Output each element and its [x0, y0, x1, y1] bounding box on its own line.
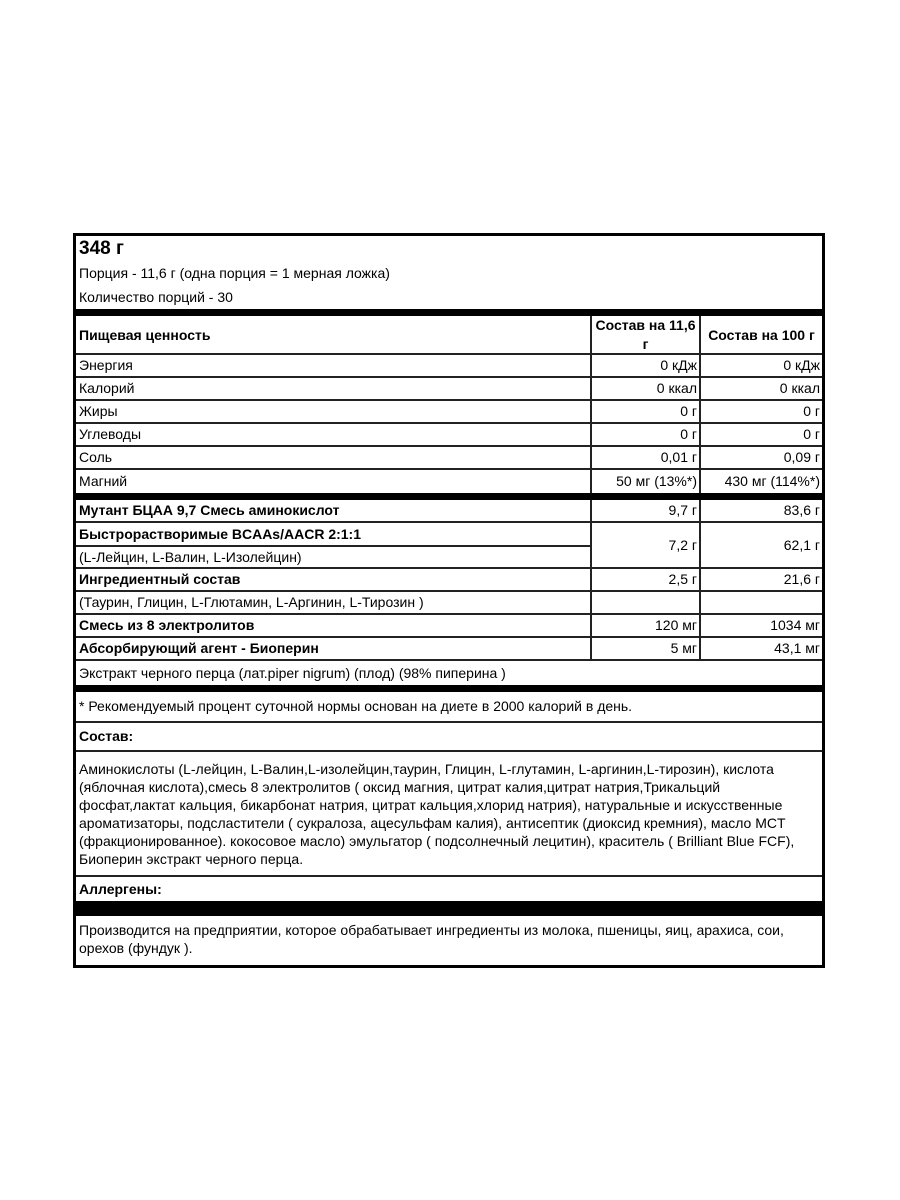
blend-per100: 83,6 г: [699, 500, 822, 521]
table-row-electrolytes: [76, 615, 822, 638]
empty-cell: [590, 592, 699, 613]
divider-thick: [76, 901, 822, 916]
table-row-bcaa: [76, 523, 822, 569]
bioperine-serving: 5 мг: [590, 638, 699, 659]
table-row: [76, 378, 822, 401]
blend-name: Мутант БЦАА 9,7 Смесь аминокислот: [79, 502, 340, 518]
composition-title: Состав:: [76, 723, 822, 752]
table-row: [76, 355, 822, 378]
servings-count: Количество порций - 30: [79, 289, 233, 305]
nutrient-name: Магний: [79, 473, 128, 489]
ingredient-name: Ингредиентный состав: [79, 571, 241, 587]
table-row-ingredient: [76, 569, 822, 592]
ingredient-per100: 21,6 г: [699, 569, 822, 590]
table-row-bioperine: [76, 638, 822, 661]
nutrient-per100: 0 г: [699, 401, 822, 422]
footnote: * Рекомендуемый процент суточной нормы основан на диете в 2000 калорий в день.: [76, 692, 822, 723]
nutrient-name: Энергия: [79, 357, 133, 373]
nutrient-per100: 0 ккал: [699, 378, 822, 399]
electrolytes-serving: 120 мг: [590, 615, 699, 636]
nutrient-per100: 0,09 г: [699, 447, 822, 468]
bioperine-name: Абсорбирующий агент - Биоперин: [79, 640, 319, 656]
divider-thick: [76, 493, 822, 500]
blend-serving: 9,7 г: [590, 500, 699, 521]
nutrition-header-row: [76, 316, 822, 355]
nutrient-serving: 0 г: [590, 424, 699, 445]
nutrition-label: [73, 233, 825, 968]
electrolytes-name: Смесь из 8 электролитов: [79, 617, 255, 633]
nutrient-serving: 50 мг (13%*): [590, 470, 699, 493]
electrolytes-per100: 1034 мг: [699, 615, 822, 636]
table-row-amino-blend: [76, 500, 822, 523]
table-row-ingredient-detail: [76, 592, 822, 615]
bcaa-serving: 7,2 г: [590, 523, 699, 568]
table-row: [76, 447, 822, 470]
nutrient-serving: 0,01 г: [590, 447, 699, 468]
nutrient-serving: 0 ккал: [590, 378, 699, 399]
table-row: [76, 424, 822, 447]
composition-text: Аминокислоты (L-лейцин, L-Валин,L-изолейцин,таурин, Глицин, L-глутамин, L-аргинин,L-тирозин), кислота (яблочная кислота),смесь 8 электролитов ( оксид магния, цитрат калия,цитрат натрия,Трикальций фосфат,лактат кальция, бикарбонат натрия, цитрат кальция,хлорид натрия), натуральные и искусственные ароматизаторы, подсластители ( сукралоза, ацесульфам калия), антисептик (диоксид кремния), масло MCT (фракционированное). кокосовое масло) эмульгатор ( подсолнечный лецитин), краситель ( Brilliant Blue FCF), Биоперин экстракт черного перца.: [76, 752, 822, 877]
table-row: [76, 401, 822, 424]
nutrient-name: Жиры: [79, 403, 118, 419]
nutrient-name: Калорий: [79, 380, 135, 396]
nutrient-serving: 0 г: [590, 401, 699, 422]
ingredient-serving: 2,5 г: [590, 569, 699, 590]
empty-cell: [699, 592, 822, 613]
bcaa-name: Быстрорастворимые BCAAs/AACR 2:1:1: [76, 523, 590, 547]
serving-size: Порция - 11,6 г (одна порция = 1 мерная ложка): [79, 265, 390, 281]
allergens-text: Производится на предприятии, которое обрабатывает ингредиенты из молока, пшеницы, яиц, арахиса, сои, орехов (фундук ).: [79, 922, 784, 956]
divider-thick: [76, 685, 822, 692]
col-header-100g: Состав на 100 г: [699, 316, 822, 354]
col-header-serving: Состав на 11,6 г: [590, 316, 699, 354]
bcaa-per100: 62,1 г: [699, 523, 822, 568]
table-row: [76, 470, 822, 493]
bcaa-detail: (L-Лейцин, L-Валин, L-Изолейцин): [79, 549, 302, 565]
bioperine-detail: Экстракт черного перца (лат.piper nigrum) (плод) (98% пиперина ): [79, 665, 506, 681]
nutrient-per100: 0 кДж: [699, 355, 822, 376]
nutrient-per100: 430 мг (114%*): [699, 470, 822, 493]
nutrient-per100: 0 г: [699, 424, 822, 445]
nutrient-serving: 0 кДж: [590, 355, 699, 376]
nutrient-name: Углеводы: [79, 426, 142, 442]
bcaa-name-cell: [76, 523, 590, 568]
ingredient-detail: (Таурин, Глицин, L-Глютамин, L-Аргинин, L-Тирозин ): [79, 594, 424, 610]
allergens-title: Аллергены:: [79, 881, 162, 897]
product-weight: 348 г: [79, 238, 124, 259]
divider-thick: [76, 309, 822, 316]
nutrition-title: Пищевая ценность: [79, 326, 211, 343]
nutrient-name: Соль: [79, 449, 113, 465]
bioperine-per100: 43,1 мг: [699, 638, 822, 659]
